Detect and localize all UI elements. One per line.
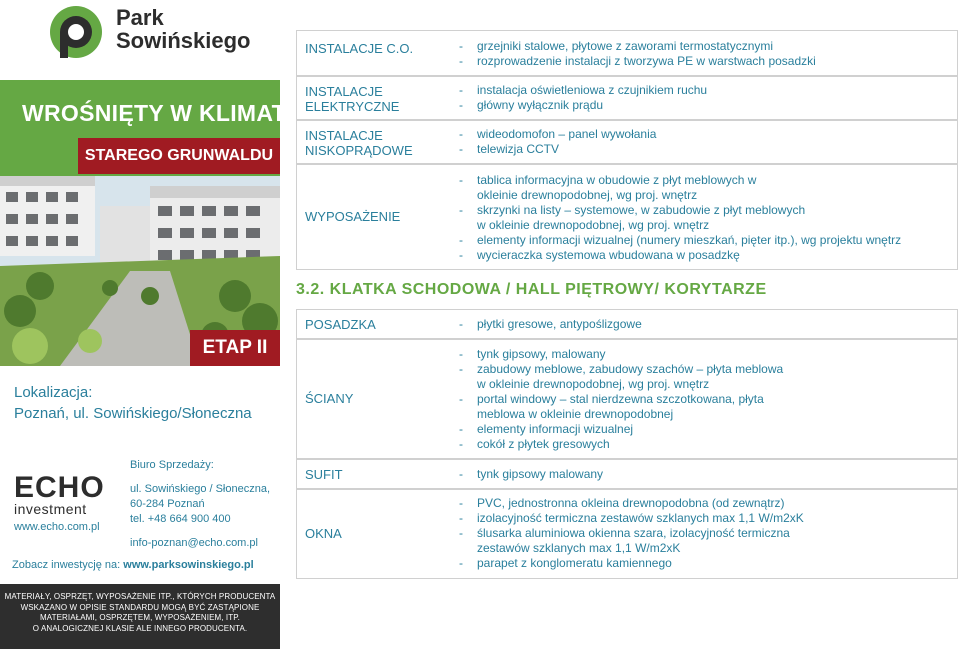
- disclaimer-line: WSKAZANO W OPISIE STANDARDU MOGĄ BYĆ ZASTĄPIONE: [20, 602, 260, 612]
- spec-row-label-line: INSTALACJE: [305, 84, 383, 99]
- stage-badge: ETAP II: [190, 330, 280, 366]
- slogan-banner: [0, 80, 286, 176]
- spec-row-items: [459, 347, 783, 452]
- spec-row-items: [459, 127, 656, 157]
- park-logo-text: [116, 6, 250, 52]
- spec-item: [459, 526, 804, 556]
- spec-item: [459, 511, 804, 526]
- banner-subtitle: STAREGO GRUNWALDU: [78, 138, 280, 174]
- spec-item: [459, 203, 901, 233]
- sales-office-street: ul. Sowińskiego / Słoneczna,: [130, 483, 271, 495]
- spec-item-text: - telewizja CCTV: [477, 142, 560, 156]
- spec-item: [459, 422, 783, 437]
- spec-item-text: - tynk gipsowy malowany: [477, 467, 604, 481]
- spec-item: [459, 173, 901, 203]
- spec-row-label: [305, 41, 413, 56]
- spec-item: [459, 127, 656, 142]
- spec-item-text: - zabudowy meblowe, zabudowy szachów – płyta meblowa: [477, 362, 784, 376]
- disclaimer-line: MATERIAŁAMI, OSPRZĘTEM, WYPOSAŻENIEM, ITP.: [40, 613, 240, 622]
- spec-row-items: [459, 39, 816, 69]
- spec-item: [459, 392, 783, 422]
- spec-item: [459, 317, 642, 332]
- spec-row-label: [305, 84, 399, 114]
- spec-item-text: - wycieraczka systemowa wbudowana w posadzkę: [477, 248, 740, 262]
- spec-row: [296, 459, 958, 489]
- spec-item-text: - główny wyłącznik prądu: [477, 98, 604, 112]
- spec-item-text: - tynk gipsowy, malowany: [477, 347, 606, 361]
- spec-item: [459, 362, 783, 392]
- spec-row-label-line: INSTALACJE: [305, 128, 383, 143]
- spec-row-label-line: POSADZKA: [305, 317, 376, 332]
- spec-item: [459, 54, 816, 69]
- spec-item: [459, 98, 707, 113]
- spec-item-text: - tablica informacyjna w obudowie z płyt meblowych w: [477, 173, 757, 187]
- spec-item-text: - PVC, jednostronna okleina drewnopodobna (od zewnątrz): [477, 496, 785, 510]
- spec-row-label: [305, 467, 343, 482]
- sales-office-phone[interactable]: tel. +48 664 900 400: [130, 513, 231, 525]
- spec-row: [296, 339, 958, 459]
- disclaimer-line: O ANALOGICZNEJ KLASIE ALE INNEGO PRODUCENTA.: [32, 623, 248, 633]
- left-panel: [0, 0, 286, 649]
- spec-row-label: [305, 391, 353, 406]
- spec-item-text: - elementy informacji wizualnej (numery mieszkań, pięter itp.), wg projektu wnętrz: [477, 233, 902, 247]
- sales-office-email[interactable]: info-poznan@echo.com.pl: [130, 537, 258, 549]
- spec-row-items: [459, 83, 707, 113]
- spec-row-label: [305, 209, 400, 224]
- spec-item-text: - cokół z płytek gresowych: [477, 437, 610, 451]
- location-value: Poznań, ul. Sowińskiego/Słoneczna: [14, 405, 252, 422]
- see-more-line: [12, 559, 254, 571]
- spec-item-text: - izolacyjność termiczna zestawów szklanych max 1,1 W/m2xK: [477, 511, 804, 525]
- banner-title: WROŚNIĘTY W KLIMAT: [22, 100, 286, 126]
- spec-item: [459, 347, 783, 362]
- spec-item-text: zestawów szklanych max 1,1 W/m2xK: [477, 541, 681, 555]
- spec-row: [296, 30, 958, 76]
- spec-row-label: [305, 128, 413, 158]
- spec-row-label: [305, 317, 376, 332]
- park-logo-icon: [48, 4, 104, 60]
- spec-row: [296, 76, 958, 120]
- spec-item: [459, 39, 816, 54]
- disclaimer: [0, 584, 280, 649]
- sales-office-title: Biuro Sprzedaży:: [130, 459, 214, 471]
- spec-row-label: [305, 526, 342, 541]
- spec-item: [459, 248, 901, 263]
- spec-item: [459, 437, 783, 452]
- spec-item-text: w okleinie drewnopodobnej, wg proj. wnętrz: [477, 377, 710, 391]
- spec-item-text: - rozprowadzenie instalacji z tworzywa PE w warstwach posadzki: [477, 54, 816, 68]
- spec-item-text: - płytki gresowe, antypoślizgowe: [477, 317, 642, 331]
- spec-row-label-line: WYPOSAŻENIE: [305, 209, 401, 224]
- spec-row-items: [459, 317, 642, 332]
- echo-logo-sub: investment: [14, 501, 87, 517]
- echo-website-link[interactable]: www.echo.com.pl: [14, 521, 100, 533]
- spec-row-items: [459, 173, 901, 263]
- disclaimer-line: MATERIAŁY, OSPRZĘT, WYPOSAŻENIE ITP., KTÓRYCH PRODUCENTA: [4, 592, 276, 601]
- see-more-prefix: Zobacz inwestycję na:: [12, 559, 121, 571]
- sales-office: [130, 458, 270, 551]
- logo-line-1: Park: [116, 5, 164, 30]
- spec-item-text: - ślusarka aluminiowa okienna szara, izolacyjność termiczna: [477, 526, 790, 540]
- sales-office-city: 60-284 Poznań: [130, 498, 205, 510]
- spec-item: [459, 496, 804, 511]
- spec-item: [459, 83, 707, 98]
- spec-item-text: - parapet z konglomeratu kamiennego: [477, 556, 672, 570]
- spec-item-text: - skrzynki na listy – systemowe, w zabudowie z płyt meblowych: [477, 203, 806, 217]
- section-title: 3.2. KLATKA SCHODOWA / HALL PIĘTROWY/ KORYTARZE: [296, 281, 767, 298]
- spec-row: [296, 489, 958, 579]
- logo-line-2: Sowińskiego: [116, 28, 251, 53]
- spec-row: [296, 309, 958, 339]
- spec-row-label-line: ŚCIANY: [305, 391, 354, 406]
- spec-item: [459, 142, 656, 157]
- spec-row-label-line: OKNA: [305, 526, 342, 541]
- location-label: Lokalizacja:: [14, 384, 93, 401]
- spec-row-items: [459, 467, 603, 482]
- spec-item: [459, 233, 901, 248]
- spec-item-text: okleinie drewnopodobnej, wg proj. wnętrz: [477, 188, 698, 202]
- echo-logo-name: ECHO: [14, 471, 105, 504]
- spec-row-label-line: SUFIT: [305, 467, 343, 482]
- spec-item-text: - instalacja oświetleniowa z czujnikiem ruchu: [477, 83, 708, 97]
- logo-area: [0, 0, 280, 80]
- spec-item: [459, 467, 603, 482]
- spec-item-text: - grzejniki stalowe, płytowe z zaworami termostatycznymi: [477, 39, 774, 53]
- spec-row: [296, 120, 958, 164]
- spec-row-items: [459, 496, 804, 571]
- spec-item-text: - elementy informacji wizualnej: [477, 422, 634, 436]
- spec-item-text: meblowa w okleinie drewnopodobnej: [477, 407, 674, 421]
- project-website-link[interactable]: www.parksowinskiego.pl: [123, 559, 254, 571]
- spec-row-label-line: NISKOPRĄDOWE: [305, 143, 413, 158]
- spec-row: [296, 164, 958, 270]
- spec-item: [459, 556, 804, 571]
- spec-item-text: w okleinie drewnopodobnej, wg proj. wnętrz: [477, 218, 710, 232]
- spec-row-label-line: INSTALACJE C.O.: [305, 41, 414, 56]
- spec-row-label-line: ELEKTRYCZNE: [305, 99, 400, 114]
- echo-investment-logo: [14, 471, 110, 517]
- spec-item-text: - wideodomofon – panel wywołania: [477, 127, 657, 141]
- spec-item-text: - portal windowy – stal nierdzewna szczotkowana, płyta: [477, 392, 764, 406]
